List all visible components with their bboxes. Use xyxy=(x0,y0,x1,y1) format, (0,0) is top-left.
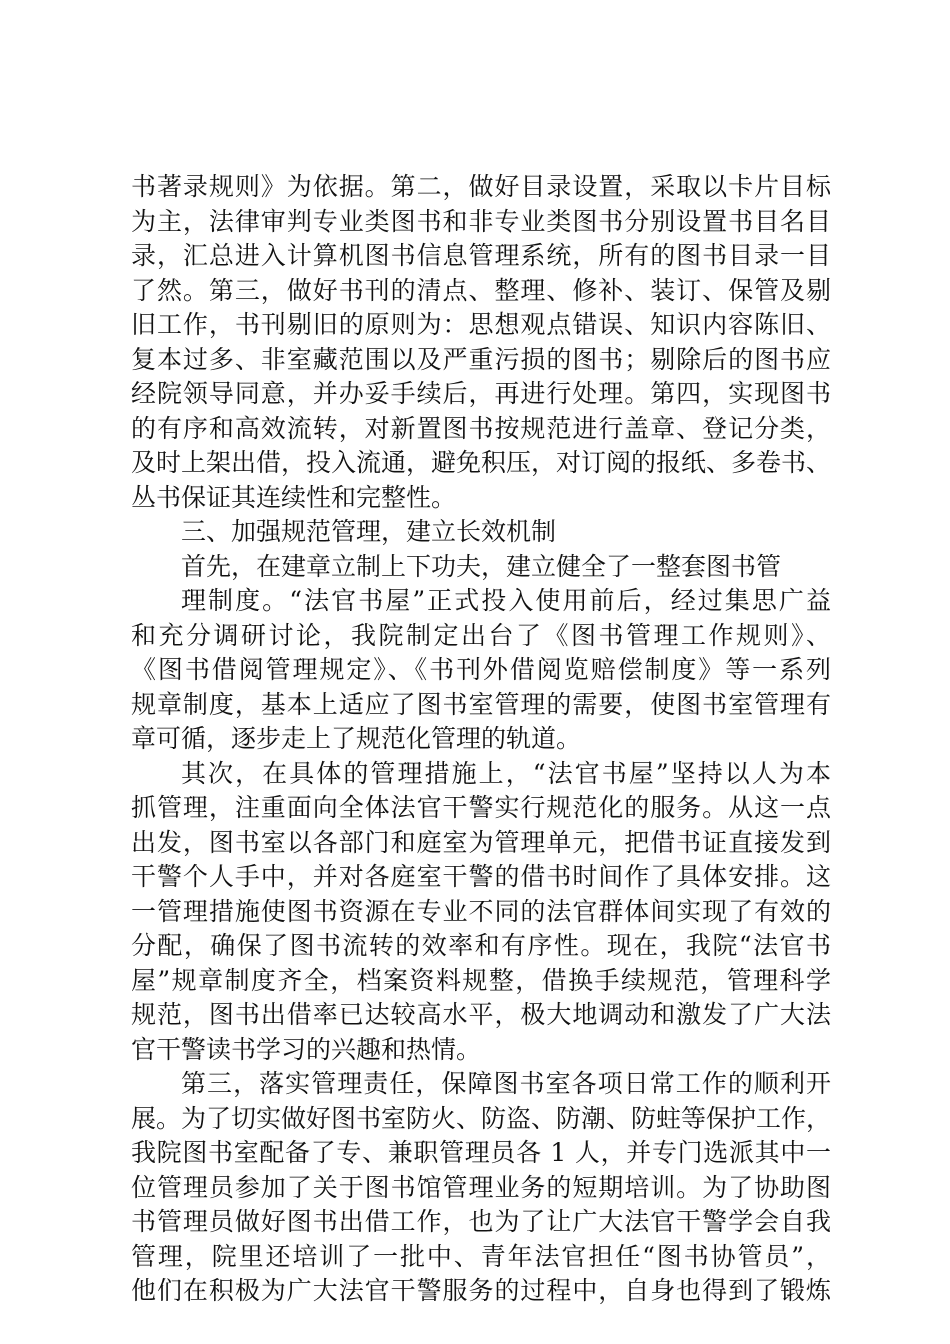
text-line: 经院领导同意，并办妥手续后，再进行处理。第四，实现图书 xyxy=(131,379,831,408)
text-line: 出发，图书室以各部门和庭室为管理单元，把借书证直接发到 xyxy=(131,827,831,857)
body-text xyxy=(131,170,831,1309)
text-line: 屋”规章制度齐全，档案资料规整，借换手续规范，管理科学 xyxy=(131,965,831,995)
text-line: 旧工作，书刊剔旧的原则为：思想观点错误、知识内容陈旧、 xyxy=(131,310,831,339)
text-line: 丛书保证其连续性和完整性。 xyxy=(131,482,457,512)
text-line: 管理，院里还培训了一批中、青年法官担任“图书协管员”， xyxy=(131,1241,831,1271)
text-line: 书管理员做好图书出借工作，也为了让广大法官干警学会自我 xyxy=(131,1207,831,1236)
text-line: 抓管理，注重面向全体法官干警实行规范化的服务。从这一点 xyxy=(131,793,831,822)
text-line: 他们在积极为广大法官干警服务的过程中，自身也得到了锻炼 xyxy=(131,1276,831,1305)
text-line: 《图书借阅管理规定》、《书刊外借阅览赔偿制度》等一系列 xyxy=(131,655,831,684)
text-line: 规章制度，基本上适应了图书室管理的需要，使图书室管理有 xyxy=(131,689,831,719)
text-line: 和充分调研讨论，我院制定出台了《图书管理工作规则》、 xyxy=(131,620,831,650)
text-line: 其次，在具体的管理措施上，“法官书屋”坚持以人为本 xyxy=(181,758,831,788)
text-line: 为主，法律审判专业类图书和非专业类图书分别设置书目名目 xyxy=(131,206,831,236)
text-line: 第三，落实管理责任，保障图书室各项日常工作的顺利开 xyxy=(181,1069,831,1098)
text-line: 分配，确保了图书流转的效率和有序性。现在，我院“法官书 xyxy=(131,931,831,960)
text-line: 复本过多、非室藏范围以及严重污损的图书；剔除后的图书应 xyxy=(131,344,831,374)
text-line: 规范，图书出借率已达较高水平，极大地调动和激发了广大法 xyxy=(131,1000,831,1029)
text-line: 及时上架出借，投入流通，避免积压，对订阅的报纸、多卷书、 xyxy=(131,448,832,477)
text-line: 干警个人手中，并对各庭室干警的借书时间作了具体安排。这 xyxy=(131,862,831,891)
text-line: 了然。第三，做好书刊的清点、整理、修补、装订、保管及剔 xyxy=(131,275,831,305)
text-line: 我院图书室配备了专、兼职管理员各 1 人，并专门选派其中一 xyxy=(131,1138,831,1167)
text-line: 一管理措施使图书资源在专业不同的法官群体间实现了有效的 xyxy=(131,896,831,926)
text-line: 录，汇总进入计算机图书信息管理系统，所有的图书目录一目 xyxy=(131,241,831,270)
text-line: 展。为了切实做好图书室防火、防盗、防潮、防蛀等保护工作， xyxy=(131,1103,832,1133)
text-line: 三、加强规范管理，建立长效机制 xyxy=(181,517,557,546)
text-line: 官干警读书学习的兴趣和热情。 xyxy=(131,1034,482,1064)
text-line: 书著录规则》为依据。第二，做好目录设置，采取以卡片目标 xyxy=(131,172,831,201)
text-line: 首先，在建章立制上下功夫，建立健全了一整套图书管 xyxy=(181,551,782,581)
text-line: 理制度。“法官书屋”正式投入使用前后，经过集思广益 xyxy=(181,586,831,615)
text-line: 的有序和高效流转，对新置图书按规范进行盖章、登记分类， xyxy=(131,413,831,443)
text-line: 章可循，逐步走上了规范化管理的轨道。 xyxy=(131,724,582,753)
text-line: 位管理员参加了关于图书馆管理业务的短期培训。为了协助图 xyxy=(131,1172,831,1202)
